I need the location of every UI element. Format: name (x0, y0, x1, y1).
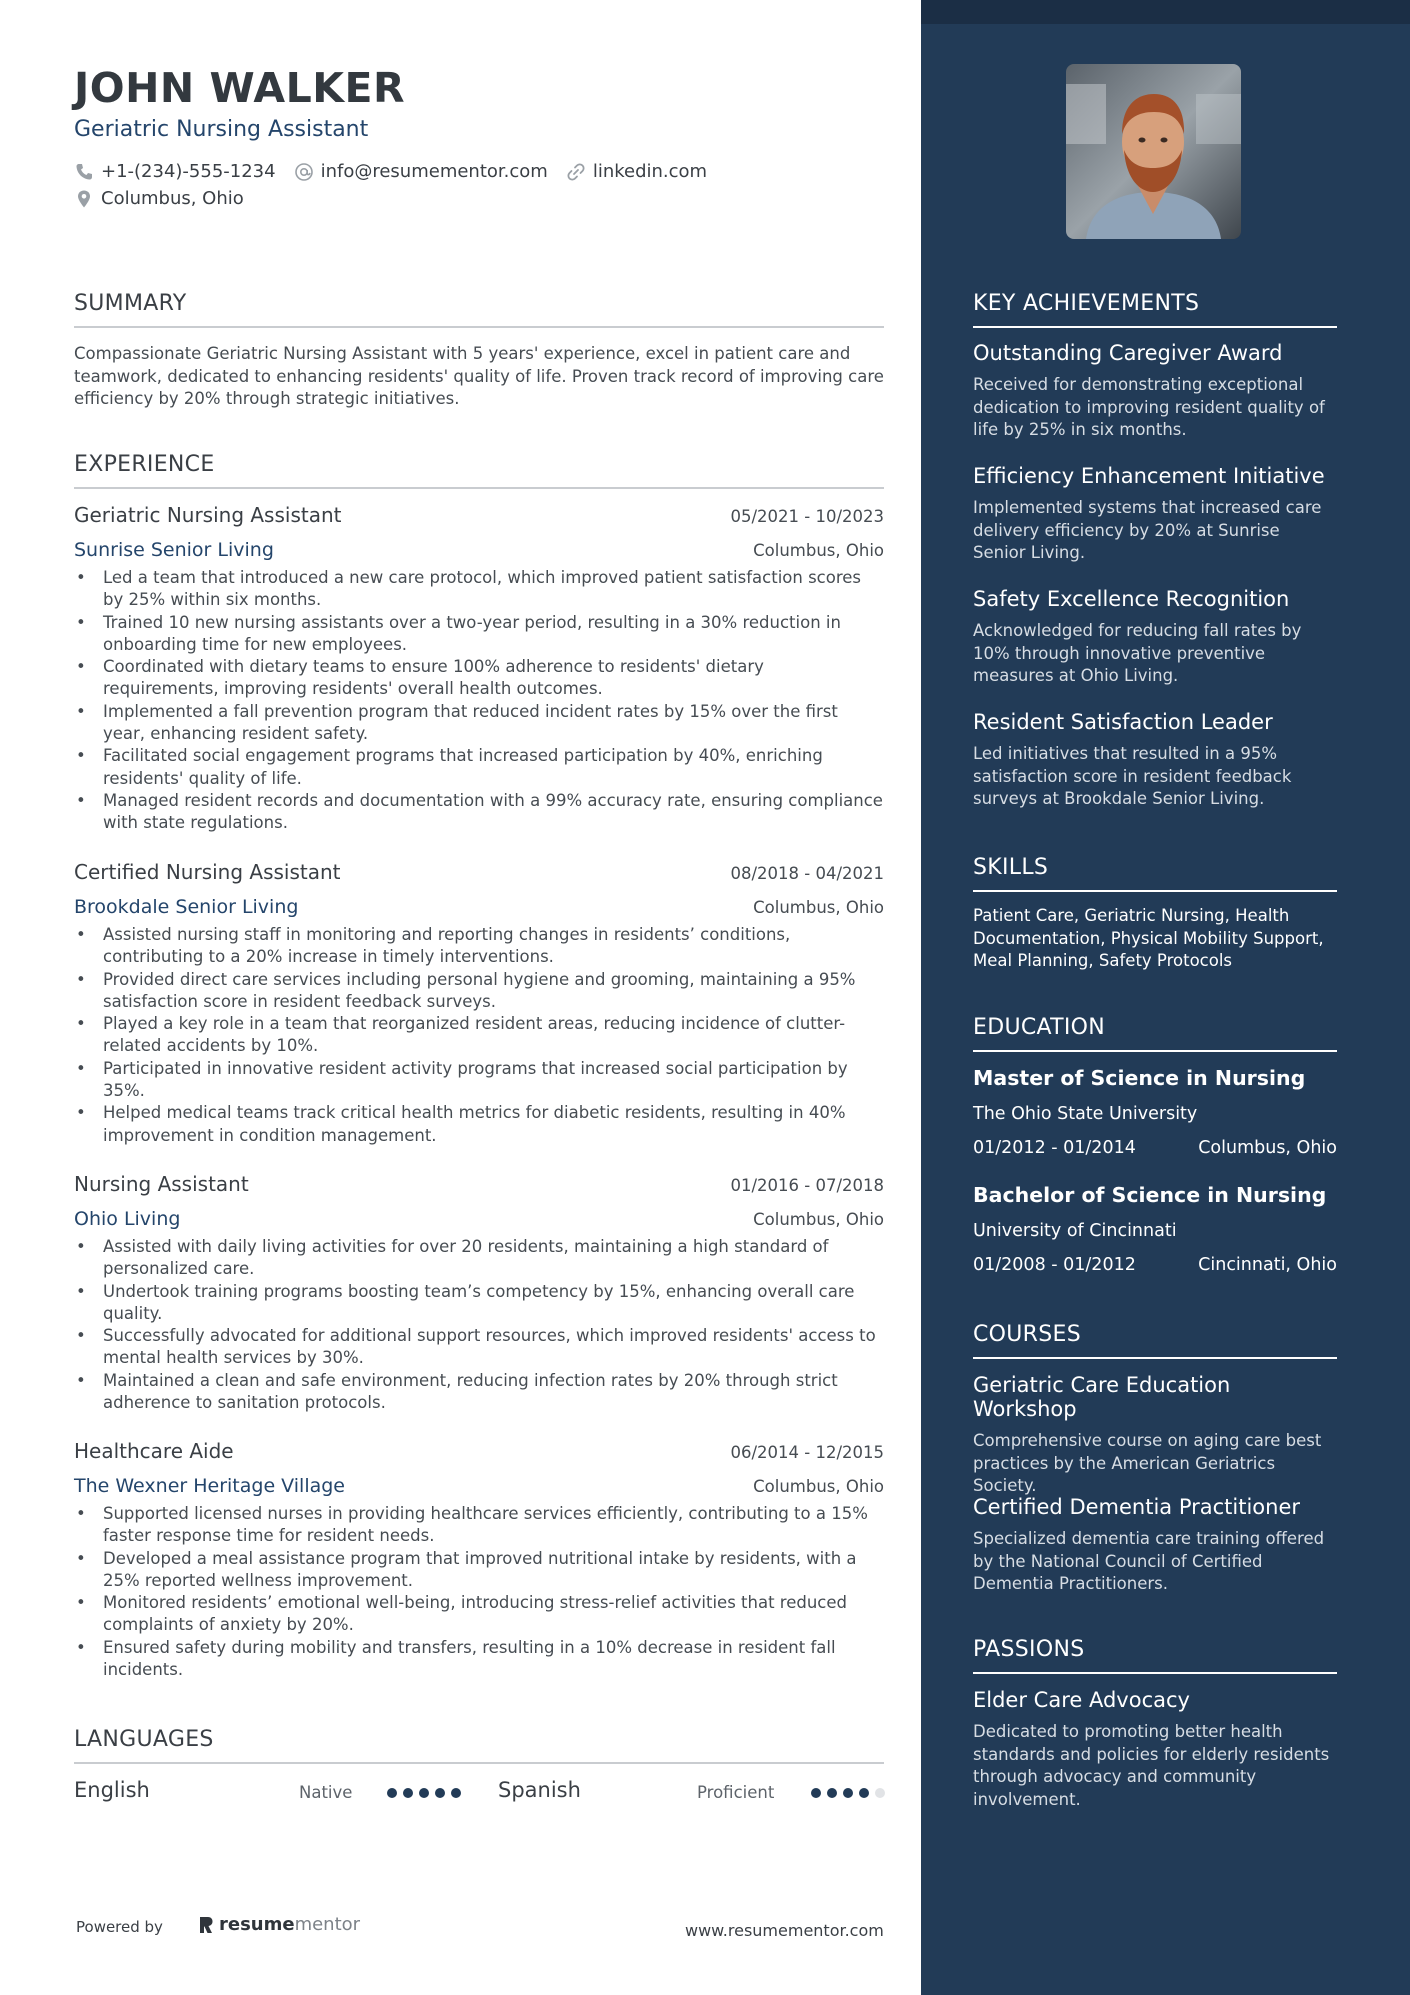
achievements-heading: KEY ACHIEVEMENTS (973, 291, 1337, 328)
rating-dot-filled (387, 1788, 397, 1798)
job-bullets (74, 924, 884, 1147)
course-item (973, 1495, 1337, 1596)
contact-location (74, 188, 244, 209)
job-company: Brookdale Senior Living (74, 896, 299, 918)
course-desc: Comprehensive course on aging care best practices by the American Geriatrics Society. (973, 1431, 1322, 1495)
language-name: English (74, 1778, 150, 1802)
rating-dot-empty (875, 1788, 885, 1798)
list-item: • Maintained a clean and safe environment, reducing infection rates by 20% through strict adherence to sanitation protocols. (74, 1370, 884, 1415)
job-bullets (74, 567, 884, 835)
achievement-desc: Led initiatives that resulted in a 95% satisfaction score in resident feedback surveys at Brookdale Senior Living. (973, 744, 1292, 808)
skills-text: Patient Care, Geriatric Nursing, Health Documentation, Physical Mobility Support, Meal Planning, Safety Protocols (973, 906, 1324, 970)
summary-heading: SUMMARY (74, 291, 884, 328)
achievement-item (973, 587, 1337, 688)
languages-heading: LANGUAGES (74, 1727, 884, 1764)
language-rating (811, 1788, 885, 1798)
at-icon (294, 162, 314, 182)
job-4 (74, 1439, 884, 1681)
course-title: Geriatric Care Education Workshop (973, 1373, 1231, 1421)
job-role: Geriatric Nursing Assistant (74, 503, 342, 527)
job-bullets (74, 1236, 884, 1414)
education-item (973, 1066, 1337, 1158)
job-role: Nursing Assistant (74, 1172, 249, 1196)
job-location: Columbus, Ohio (753, 1477, 884, 1496)
rating-dot-filled (843, 1788, 853, 1798)
candidate-name: JOHN WALKER (74, 64, 406, 112)
passion-title: Elder Care Advocacy (973, 1688, 1190, 1712)
list-item: • Played a key role in a team that reorganized resident areas, reducing incidence of clutter-related accidents by 10%. (74, 1013, 884, 1058)
job-company: Ohio Living (74, 1208, 181, 1230)
job-company: Sunrise Senior Living (74, 539, 274, 561)
education-school: University of Cincinnati (973, 1221, 1177, 1241)
rating-dot-filled (419, 1788, 429, 1798)
rating-dot-filled (451, 1788, 461, 1798)
list-item: • Implemented a fall prevention program that reduced incident rates by 15% over the first year, enhancing resident safety. (74, 701, 884, 746)
list-item: • Supported licensed nurses in providing healthcare services efficiently, contributing to a 15% faster response time for resident needs. (74, 1503, 884, 1548)
powered-by-label: Powered by (76, 1918, 163, 1936)
list-item: • Developed a meal assistance program that improved nutritional intake by residents, with a 25% reported wellness improvement. (74, 1548, 884, 1593)
education-school: The Ohio State University (973, 1104, 1198, 1124)
passions-heading: PASSIONS (973, 1637, 1337, 1674)
list-item: • Managed resident records and documentation with a 99% accuracy rate, ensuring compliance with state regulations. (74, 790, 884, 835)
contact-linkedin[interactable] (566, 161, 707, 182)
list-item: • Participated in innovative resident activity programs that increased social participation by 35%. (74, 1058, 884, 1103)
education-dates: 01/2012 - 01/2014 (973, 1138, 1136, 1158)
education-location: Columbus, Ohio (1198, 1138, 1337, 1158)
rating-dot-filled (811, 1788, 821, 1798)
sidebar-top-band (921, 0, 1410, 24)
experience-heading: EXPERIENCE (74, 452, 884, 489)
job-company: The Wexner Heritage Village (74, 1475, 345, 1497)
list-item: • Assisted with daily living activities for over 20 residents, maintaining a high standard of personalized care. (74, 1236, 884, 1281)
contact-row-primary (74, 161, 707, 182)
achievement-title: Outstanding Caregiver Award (973, 341, 1283, 365)
rating-dot-filled (435, 1788, 445, 1798)
job-1 (74, 503, 884, 835)
languages-row (74, 1778, 884, 1808)
link-icon (566, 162, 586, 182)
phone-icon (74, 162, 94, 182)
profile-photo (1066, 64, 1241, 239)
job-role: Certified Nursing Assistant (74, 860, 341, 884)
achievement-item (973, 341, 1337, 442)
achievement-title: Efficiency Enhancement Initiative (973, 464, 1325, 488)
skills-heading: SKILLS (973, 855, 1337, 892)
job-dates: 01/2016 - 07/2018 (730, 1176, 884, 1195)
job-dates: 06/2014 - 12/2015 (730, 1443, 884, 1462)
education-dates: 01/2008 - 01/2012 (973, 1255, 1136, 1275)
job-location: Columbus, Ohio (753, 541, 884, 560)
job-location: Columbus, Ohio (753, 1210, 884, 1229)
education-degree: Master of Science in Nursing (973, 1066, 1306, 1090)
contact-row-secondary (74, 188, 244, 209)
location-text: Columbus, Ohio (101, 188, 244, 209)
job-2 (74, 860, 884, 1147)
education-item (973, 1183, 1337, 1275)
language-level: Proficient (697, 1783, 775, 1802)
job-dates: 08/2018 - 04/2021 (730, 864, 884, 883)
passion-item (973, 1688, 1337, 1811)
list-item: • Helped medical teams track critical health metrics for diabetic residents, resulting in 40% improvement in condition management. (74, 1102, 884, 1147)
logo-text-light: mentor (294, 1914, 361, 1935)
sidebar (921, 0, 1410, 1995)
list-item: • Facilitated social engagement programs that increased participation by 40%, enriching residents' quality of life. (74, 745, 884, 790)
achievement-item (973, 464, 1337, 565)
course-item (973, 1373, 1337, 1498)
achievement-desc: Acknowledged for reducing fall rates by 10% through innovative preventive measures at Ohio Living. (973, 621, 1302, 685)
list-item: • Undertook training programs boosting team’s competency by 15%, enhancing overall care quality. (74, 1281, 884, 1326)
contact-email[interactable] (294, 161, 548, 182)
job-3 (74, 1172, 884, 1414)
email-text[interactable]: info@resumementor.com (320, 161, 548, 182)
list-item: • Ensured safety during mobility and transfers, resulting in a 10% decrease in resident fall incidents. (74, 1637, 884, 1682)
rating-dot-filled (859, 1788, 869, 1798)
list-item: • Assisted nursing staff in monitoring and reporting changes in residents’ conditions, contributing to a 20% increase in timely interventions. (74, 924, 884, 969)
summary-text: Compassionate Geriatric Nursing Assistant with 5 years' experience, excel in patient care and teamwork, dedicated to enhancing residents' quality of life. Proven track record of improving care efficiency by 20% through strategic initiatives. (74, 344, 884, 408)
education-location: Cincinnati, Ohio (1198, 1255, 1337, 1275)
list-item: • Led a team that introduced a new care protocol, which improved patient satisfaction scores by 25% within six months. (74, 567, 884, 612)
list-item: • Successfully advocated for additional support resources, which improved residents' access to mental health services by 30%. (74, 1325, 884, 1370)
linkedin-text[interactable]: linkedin.com (592, 161, 708, 182)
profile-photo-image (1066, 64, 1241, 239)
job-role: Healthcare Aide (74, 1439, 234, 1463)
language-level: Native (299, 1783, 353, 1802)
education-degree: Bachelor of Science in Nursing (973, 1183, 1327, 1207)
list-item: • Provided direct care services including personal hygiene and grooming, maintaining a 95% satisfaction score in resident feedback surveys. (74, 969, 884, 1014)
language-name: Spanish (498, 1778, 581, 1802)
courses-heading: COURSES (973, 1322, 1337, 1359)
course-desc: Specialized dementia care training offered by the National Council of Certified Dementia Practitioners. (973, 1529, 1325, 1593)
list-item: • Trained 10 new nursing assistants over a two-year period, resulting in a 30% reduction in onboarding time for new employees. (74, 612, 884, 657)
logo-mark-icon (198, 1915, 214, 1935)
achievement-desc: Implemented systems that increased care delivery efficiency by 20% at Sunrise Senior Living. (973, 498, 1322, 562)
job-dates: 05/2021 - 10/2023 (730, 507, 884, 526)
education-heading: EDUCATION (973, 1015, 1337, 1052)
rating-dot-filled (403, 1788, 413, 1798)
list-item: • Monitored residents’ emotional well-being, introducing stress-relief activities that reduced complaints of anxiety by 20%. (74, 1592, 884, 1637)
location-pin-icon (74, 189, 94, 209)
achievement-desc: Received for demonstrating exceptional dedication to improving resident quality of life by 25% in six months. (973, 375, 1325, 439)
achievement-title: Resident Satisfaction Leader (973, 710, 1273, 734)
achievement-title: Safety Excellence Recognition (973, 587, 1290, 611)
logo-text-bold: resume (219, 1914, 295, 1935)
contact-phone (74, 161, 276, 182)
list-item: • Coordinated with dietary teams to ensure 100% adherence to residents' dietary requirements, improving residents' overall health outcomes. (74, 656, 884, 701)
footer-url[interactable]: www.resumementor.com (685, 1921, 884, 1940)
candidate-title: Geriatric Nursing Assistant (74, 117, 369, 142)
course-title: Certified Dementia Practitioner (973, 1495, 1301, 1519)
job-bullets (74, 1503, 884, 1681)
achievement-item (973, 710, 1337, 811)
language-rating (387, 1788, 461, 1798)
passion-desc: Dedicated to promoting better health standards and policies for elderly residents through advocacy and community involvement. (973, 1722, 1330, 1809)
phone-text: +1-(234)-555-1234 (101, 161, 276, 182)
job-location: Columbus, Ohio (753, 898, 884, 917)
rating-dot-filled (827, 1788, 837, 1798)
resumementor-logo[interactable] (198, 1914, 360, 1935)
